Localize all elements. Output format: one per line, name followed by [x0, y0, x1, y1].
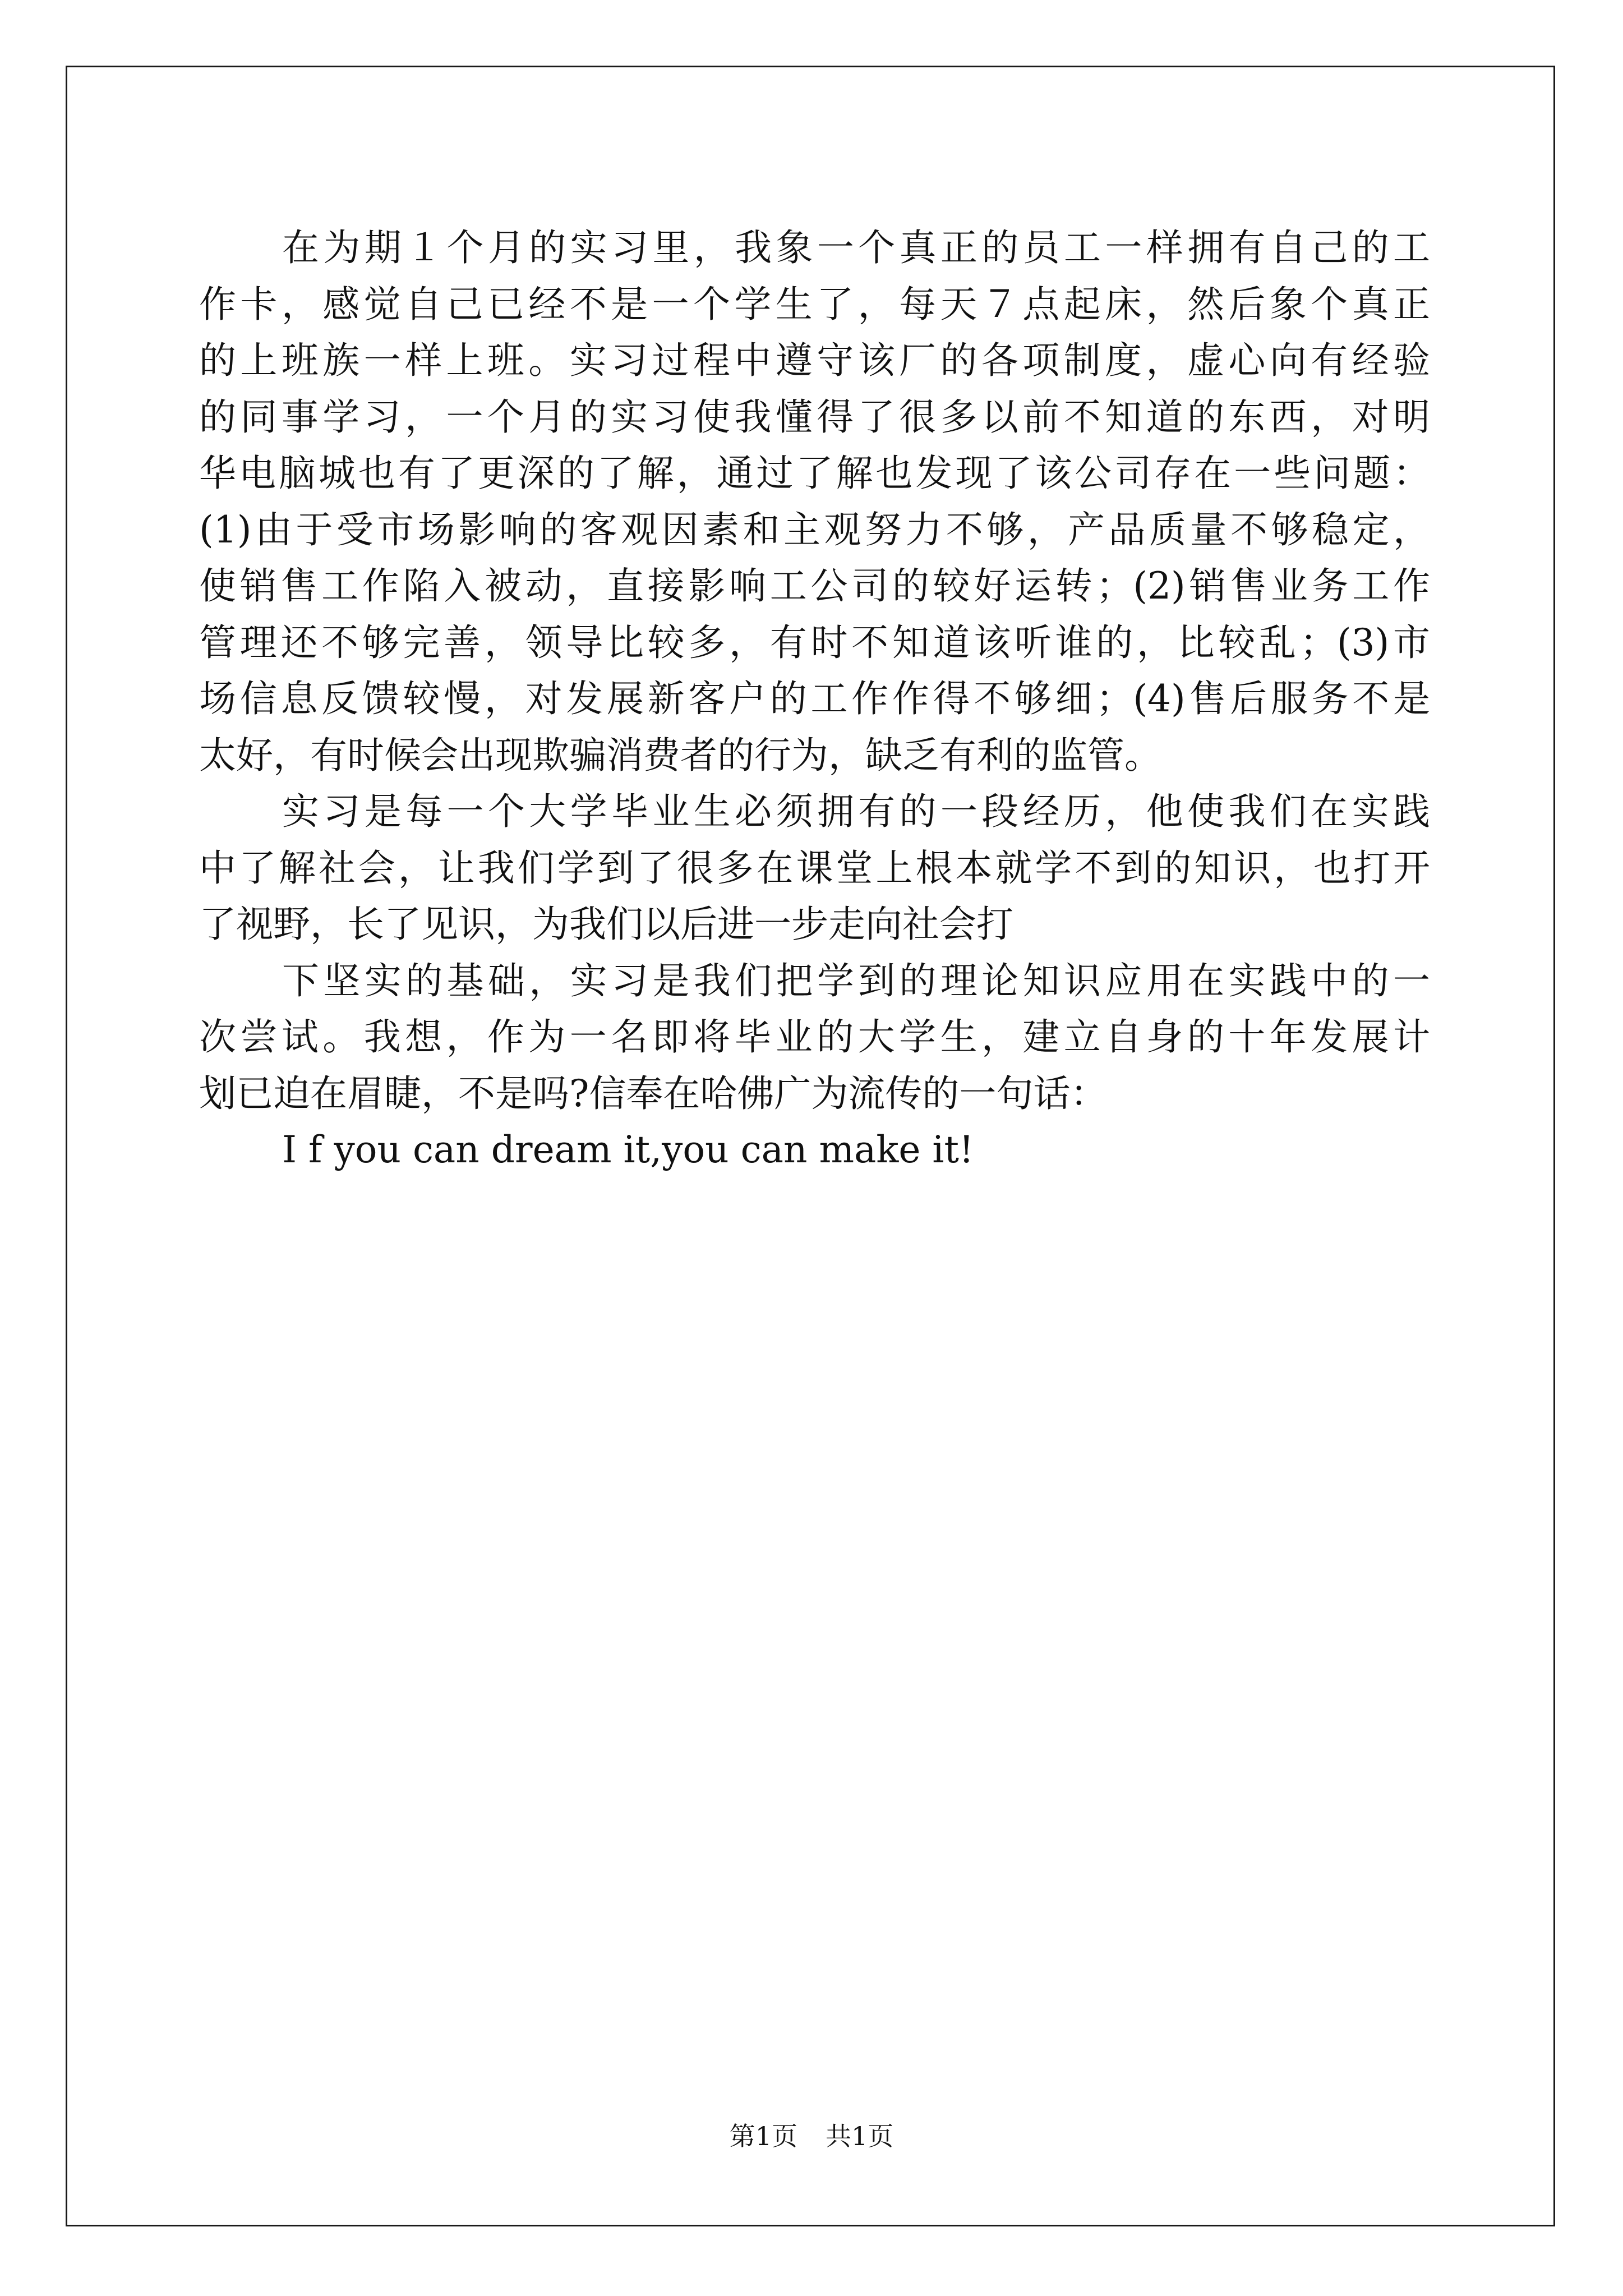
page-total: 共1页: [826, 2121, 894, 2151]
paragraph-1-line-9: 场信息反馈较慢，对发展新客户的工作作得不够细；(4)售后服务不是: [199, 677, 1430, 720]
paragraph-2-line-3: 了视野，长了见识，为我们以后进一步走向社会打: [199, 903, 1013, 946]
paragraph-1-line-1: 在为期１个月的实习里，我象一个真正的员工一样拥有自己的工: [282, 226, 1430, 269]
paragraph-1-line-5: 华电脑城也有了更深的了解，通过了解也发现了该公司存在一些问题：: [199, 452, 1430, 495]
page-footer: [0, 2119, 1623, 2153]
paragraph-1-line-4: 的同事学习，一个月的实习使我懂得了很多以前不知道的东西，对明: [199, 395, 1430, 439]
paragraph-1-line-8: 管理还不够完善，领导比较多，有时不知道该听谁的，比较乱；(3)市: [199, 620, 1430, 664]
paragraph-1-line-6: (1)由于受市场影响的客观因素和主观努力不够，产品质量不够稳定，: [199, 508, 1430, 551]
quote-line: I f you can dream it,you can make it!: [282, 1128, 974, 1171]
document-body: [199, 220, 1430, 1179]
paragraph-1-line-7: 使销售工作陷入被动，直接影响工公司的较好运转；(2)销售业务工作: [199, 564, 1430, 608]
paragraph-1-line-10: 太好，有时候会出现欺骗消费者的行为，缺乏有利的监管。: [199, 733, 1161, 777]
paragraph-3-line-3: 划已迫在眉睫，不是吗?信奉在哈佛广为流传的一句话：: [199, 1071, 1108, 1115]
paragraph-3-line-2: 次尝试。我想，作为一名即将毕业的大学生，建立自身的十年发展计: [199, 1015, 1430, 1059]
paragraph-1-line-2: 作卡，感觉自己已经不是一个学生了，每天７点起床，然后象个真正: [199, 282, 1430, 326]
paragraph-2-line-2: 中了解社会，让我们学到了很多在课堂上根本就学不到的知识，也打开: [199, 846, 1430, 890]
paragraph-2-line-1: 实习是每一个大学毕业生必须拥有的一段经历，他使我们在实践: [282, 790, 1430, 833]
page-number: 第1页: [729, 2121, 797, 2151]
paragraph-3-line-1: 下坚实的基础，实习是我们把学到的理论知识应用在实践中的一: [282, 959, 1430, 1002]
paragraph-1-line-3: 的上班族一样上班。实习过程中遵守该厂的各项制度，虚心向有经验: [199, 339, 1430, 382]
